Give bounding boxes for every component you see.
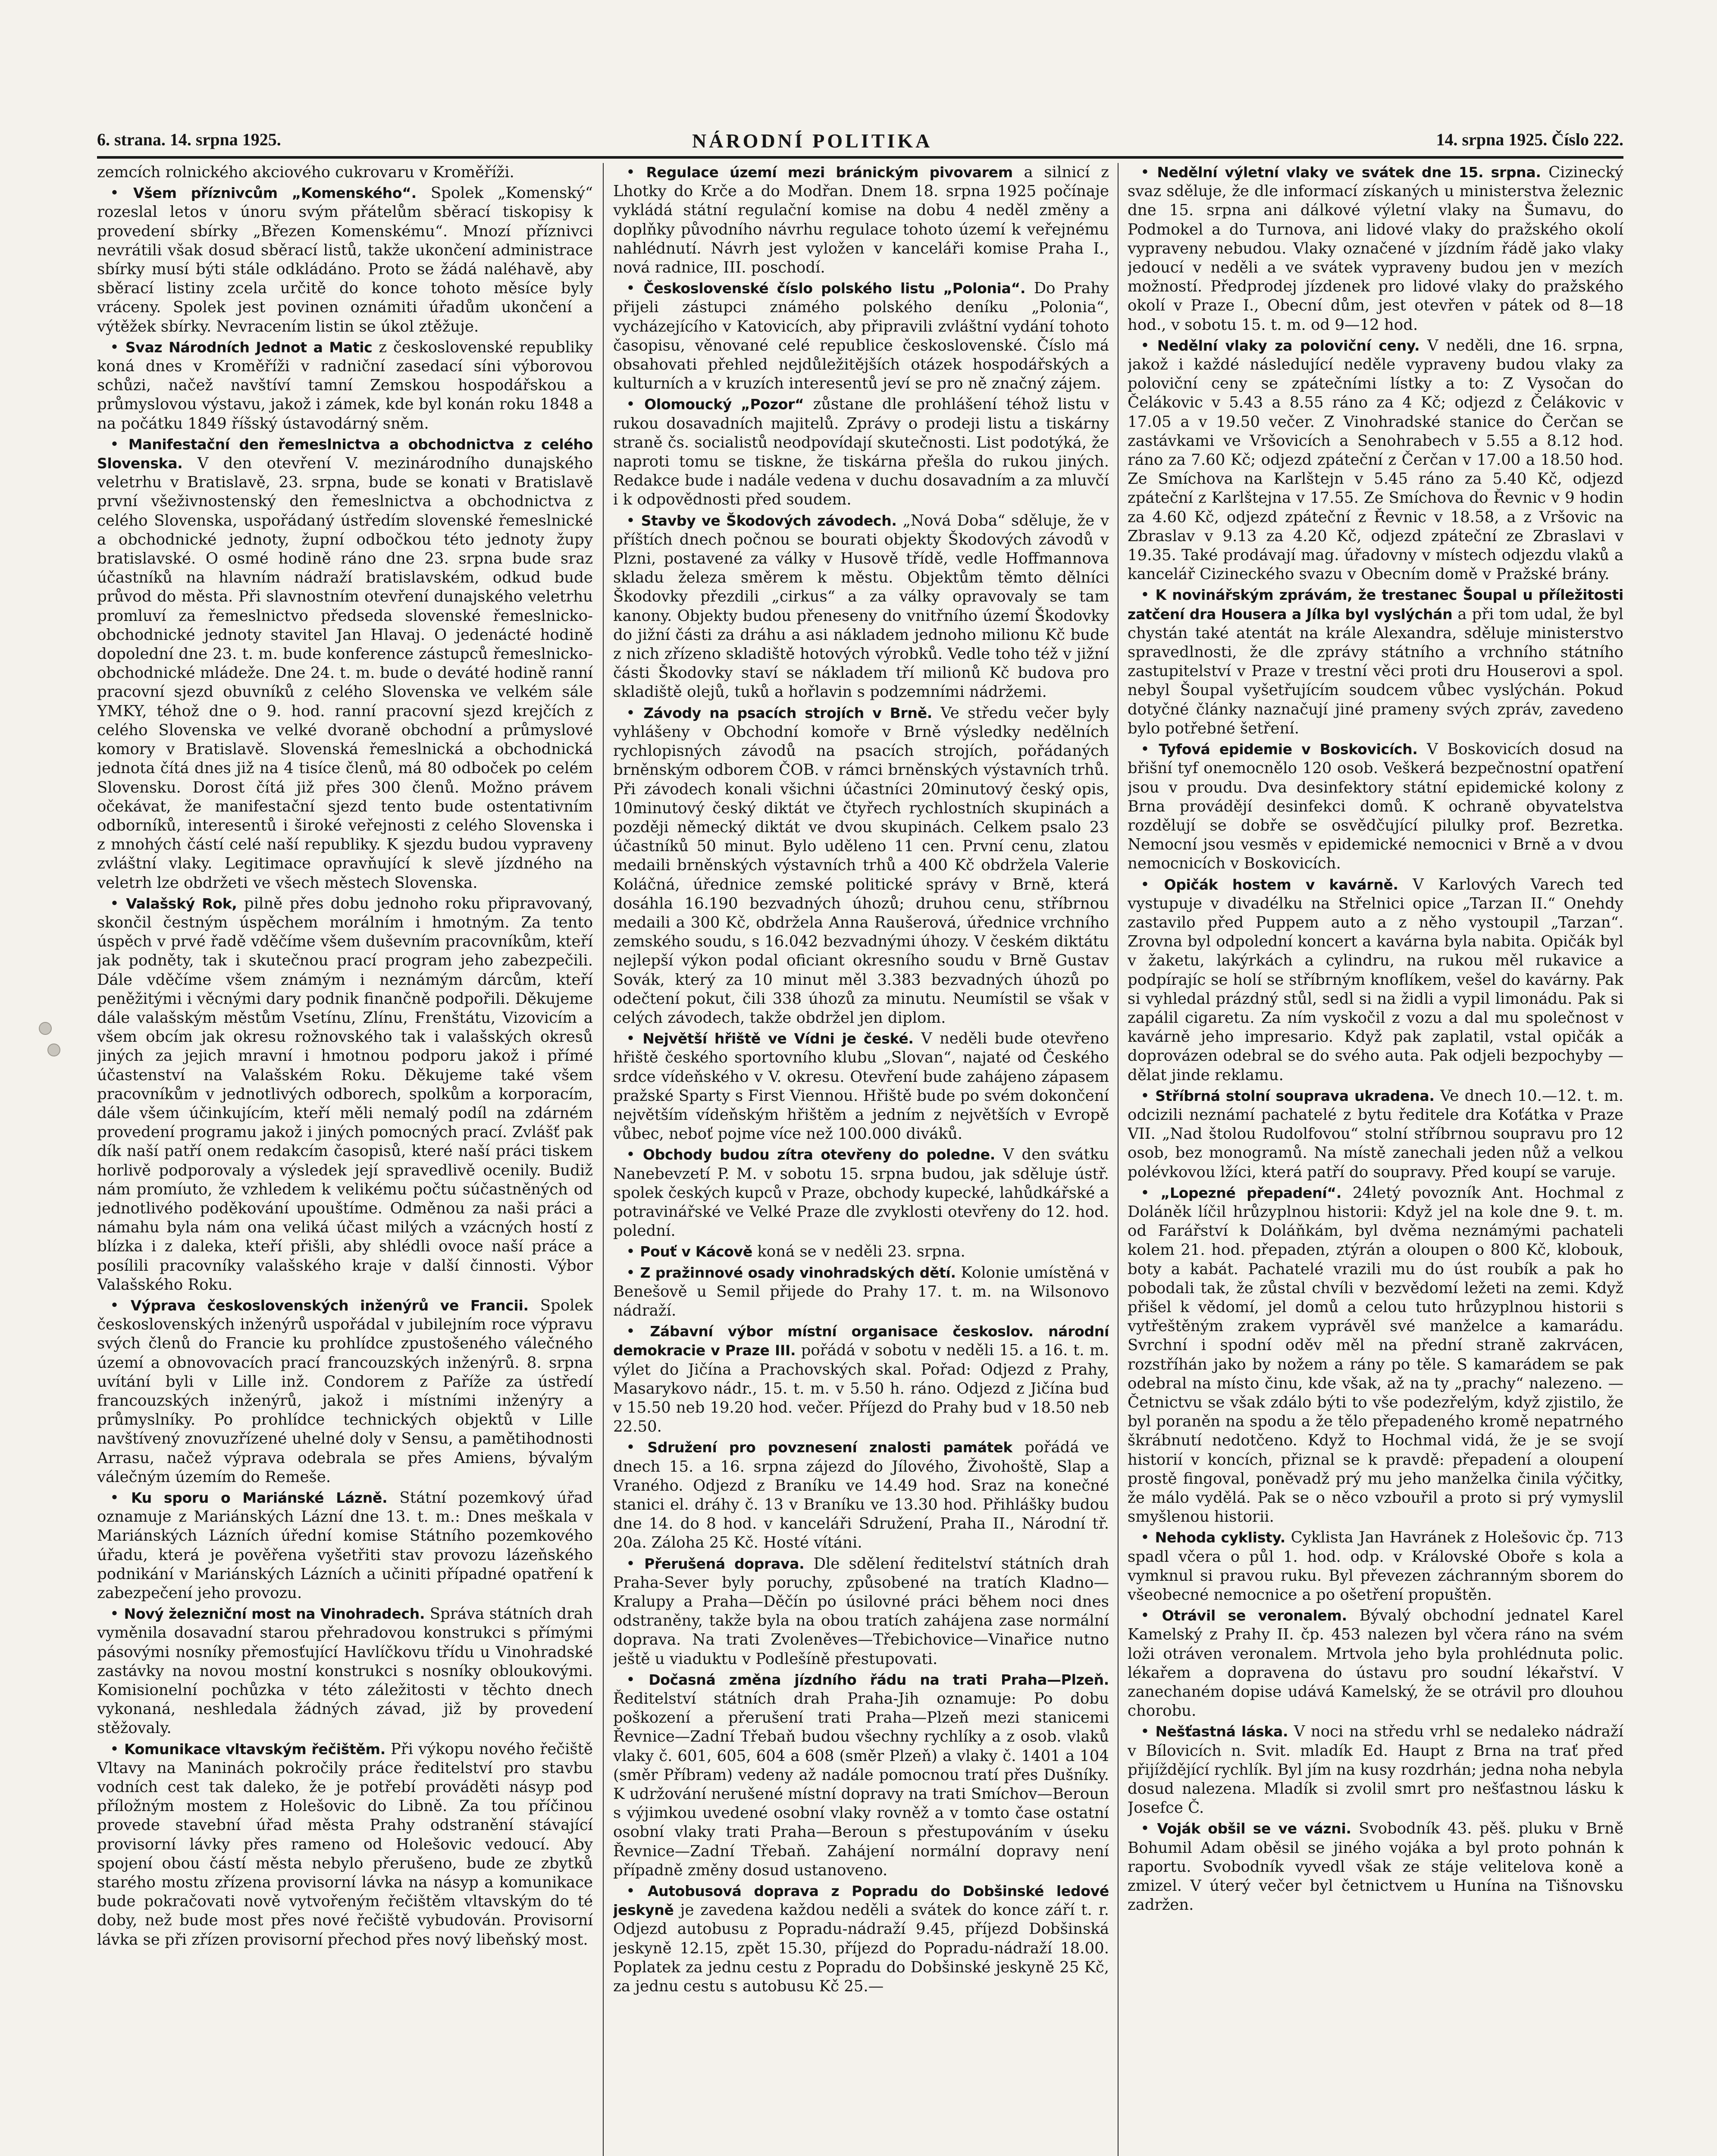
article-body: Ve středu večer byly vyhlášeny v Obchodní komoře v Brně výsledky nedělních rychlopisných závodů na psacích strojích, pořádaných brněnským odborem ČOB. v rámci brněnských výstavních trhů. Při závodech konali všichni účastníci 20minutový český opis, 10minutový český diktát ve čtyřech rychlostních skupinách a později německý diktát ve dvou skupinách. Celkem psalo 23 účastníků 50 minut. Bylo uděleno 11 cen. První cenu, zlatou medaili brněnských výstavních trhů a 400 Kč obdržela Valerie Koláčná, úřednice zemské politické správy v Brně, která dosáhla 16.190 bezvadných úhozů; druhou cenu, stříbrnou medaili a 300 Kč, obdržela Anna Raušerová, úřednice vrchního zemského soudu, s 16.042 bezvadnými úhozy. V českém diktátu nejlepší výkon podal oficiant okresního soudu v Brně Gustav Sovák, který za 10 minut měl 3.383 bezvadných úhozů po odečtení pokut, čili 338 úhozů za minutu. Neumístil se však v celých závodech, takže obdržel jen diplom. (613, 704, 1109, 1027)
article-headline: Nedělní výletní vlaky ve svátek dne 15. srpna. (1157, 164, 1541, 181)
article-body: V noci na středu vrhl se nedaleko nádraží v Bílovicích n. Svit. mladík Ed. Haupt z Brna na trať před přijíždějící rychlík. Byl jím na kusy rozdrhán; jedna noha nebyla dosud nalezena. Mladík si zvolil smrt pro nešťastnou lásku k Josefce Č. (1128, 1723, 1623, 1817)
article-headline: Otrávil se veronalem. (1162, 1607, 1347, 1624)
article: • Valašský Rok, pilně přes dobu jednoho roku připravovaný, skončil čestným úspěchem morálním i hmotným. Za tento úspěch v prvé řadě vděčíme všem duševním pracovníkům, kteří jak podněty, tak i skutečnou prací program jeho zabezpečili. Dále vděčíme všem známým i neznámým dárcům, kteří peněžitými i věcnými dary podnik finančně podpořili. Děkujeme dále valašským městům Vsetínu, Zlínu, Frenštátu, Vizovicím a všem obcím jak okresu rožnovského tak i valašských okresů jiných za jejich mravní i hmotnou podporu jakož i přímé účastenství na Valašském Roku. Děkujeme také všem pracovníkům v jednotlivých odborech, spolkům a korporacím, dále všem účinkujícím, kteří měli nemalý podíl na zdárném provedení programu jakož i jiných pomocných prací. Zvlášť pak dík naší patří onem redakcím časopisů, které naší práci tiskem horlivě podporovaly a výsledek její spravedlivě ocenily. Budiž nám promíuto, že vzhledem k velikému počtu súčastněných od jednotlivého poděkování upouštíme. Odměnou za naši práci a námahu byla nám ona veliká účast milých a vzácných hostí z blízka i z daleka, kteří přišli, aby shlédli ovoce naší práce a posílili pracovníky valašského kraje v další činnosti. Výbor Valašského Roku. (97, 894, 593, 1294)
article-body: Spolek československých inženýrů uspořádal v jubilejním roce výpravu svých členů do Francie ku prohlídce zpustošeného válečného území a obnovovacích prací francouzských inženýrů. 8. srpna uvítání byli v Lille inž. Condorem z Paříže za ústředí francouzských inženýrů, jakož i místními inženýry a průmyslníky. Po prohlídce technických objektů v Lille navštívený znovuzřízené uhelné doly v Sensu, a pamětihodnosti Arrasu, načež výprava odebrala se přes Amiens, bývalým válečným územím do Remeše. (97, 1296, 593, 1486)
article: • Stříbrná stolní souprava ukradena. Ve dnech 10.—12. t. m. odcizili neznámí pachatelé z bytu ředitele dra Koťátka v Praze VII. „Nad štolou Rudolfovou“ stolní stříbrnou soupravu pro 12 osob, bez monogramů. Na místě zanechali jeden nůž a velkou polévkovou lžíci, která patří do soupravy. Před koupí se varuje. (1128, 1087, 1623, 1181)
article: • Z pražinnové osady vinohradských dětí. Kolonie umístěná v Benešově u Semil přijede do Prahy 17. t. m. na Wilsonovo nádraží. (613, 1263, 1109, 1319)
article-body: zůstane dle prohlášení téhož listu v rukou dosavadních majitelů. Zprávy o prodeji listu a tiskárny straně čs. socialistů neodpovídají skutečnosti. List podotýká, že naproti tomu se tiskne, že tiskárna přešla do rukou jiných. Redakce bude i nadále vedena v duchu dosavadním a za mluvčí i k odpovědnosti před soudem. (613, 395, 1109, 509)
article-body: Ředitelství státních drah Praha-Jih oznamuje: Po dobu poškození a přerušení trati Praha—Plzeň mezi stanicemi Řevnice—Zadní Třebaň budou všechny rychlíky a z osob. vlaků vlaky č. 601, 605, 604 a 608 (směr Plzeň) a vlaky č. 1401 a 104 (směr Příbram) vedeny až nadále pomocnou tratí přes Dušníky. K udržování nerušené místní dopravy na trati Smíchov—Beroun s výjimkou uvedené osobní vlaky rovněž a v tomto čase ostatní osobní vlaky trati Praha—Beroun s přestupováním v úseku Řevnice—Zadní Třebaň. Zahájení normální dopravy není případně změny dosud ustanoveno. (613, 1690, 1109, 1879)
article-headline: Stříbrná stolní souprava ukradena. (1155, 1087, 1435, 1104)
article-headline: Tyfová epidemie v Boskovicích. (1159, 741, 1418, 758)
article-headline: Nedělní vlaky za poloviční ceny. (1157, 337, 1420, 354)
binding-punch-holes (34, 1018, 65, 1074)
article-headline: Sdružení pro povznesení znalosti památek (647, 1439, 1012, 1456)
header-page-date: 6. strana. 14. srpna 1925. (97, 130, 281, 149)
article-headline: Autobusová doprava z Popradu do Dobšinské ledové jeskyně (613, 1883, 1109, 1919)
article-body: V den svátku Nanebevzetí P. M. v sobotu 15. srpna budou, jak sděluje ústř. spolek českých kupců v Praze, obchody kupecké, lahůdkářské a potravinářské ve Velké Praze dle zvyklosti otevřeny do 12. hod. polední. (613, 1146, 1109, 1240)
article-body: pořádá v sobotu v neděli 15. a 16. t. m. výlet do Jičína a Prachovských skal. Pořad: Odjezd z Prahy, Masarykovo nádr., 15. t. m. v 5.50 h. ráno. Odjezd z Jičína bud v 15.50 neb 19.20 hod. večer. Příjezd do Prahy bud v 18.50 neb 22.50. (613, 1341, 1109, 1436)
article-headline: Všem příznivcům „Komenského“. (133, 185, 417, 202)
article: • Sdružení pro povznesení znalosti památek pořádá ve dnech 15. a 16. srpna zájezd do Jílového, Živohoště, Slap a Vraného. Odjezd z Braníku ve 14.49 hod. Sraz na konečné stanici el. dráhy č. 13 v Braníku ve 13.30 hod. Přihlášky budou dne 14. do 8 hod. v kanceláři Sdružení, Praha II., Národní tř. 20a. Záloha 25 Kč. Hosté vítáni. (613, 1438, 1109, 1552)
article: • Voják obšil se ve vázni. Svobodník 43. pěš. pluku v Brně Bohumil Adam oběsil se jiného vojáka a byl proto pohnán k raportu. Svobodník vyvedl však ze stáje velitelova koně a zmizel. V úterý večer byl četnictvem u Hunína na Tišnovsku zadržen. (1128, 1820, 1623, 1914)
article-body: 24letý povozník Ant. Hochmal z Doláněk líčil hrůzyplnou historii: Když jel na kole dne 9. t. m. od Farářství k Doláňkám, byl dvěma neznámými pachateli kolem 21. hod. přepaden, ztýrán a oloupen o 800 Kč, klobouk, boty a kabát. Pachatelé vrazili mu do úst roubík a pak ho pobodali tak, že zůstal chvíli v bezvědomí ležeti na zemi. Když přišel k vědomí, jel domů a celou tuto hrůzyplnou historii s vytřeštěným zrakem vyprávěl své manželce a kamarádu. Svrchní i spodní oděv měl na přední straně zakrvácen, rozstříhán jako by nožem a rány po těle. S kamarádem se pak odebral na místo činu, kde však, až na ty „prachy“ nalezeno. — Četnictvu se však zdálo býti to vše podezřelým, když zjistilo, že byl poraněn na spodu a že tělo přepadeného kromě nepatrného škrábnutí nedotčeno. Když to Hochmal vidá, že je se svojí historií v koncích, přiznal se k pravdě: přepadení a oloupení prostě fingoval, poněvadž prý mu jeho manželka činila výčitky, že málo vydělá. Pak se o něco vzbouřil a proto si prý vymyslil smyšlenou historii. (1128, 1184, 1623, 1526)
article-headline: Zábavní výbor místní organisace českoslov. národní demokracie v Praze III. (613, 1323, 1109, 1359)
article-body: Do Prahy přijeli zástupci známého polského deníku „Polonia“, vycházejícího v Katovicích, aby připravili zvláštní vydání tohoto časopisu, věnované celé republice československé. Číslo má obsahovati přehled nejdůležitějších otázek hospodářských a kulturních a v kruzích interesentů jeví se pro ně značný zájem. (613, 279, 1109, 393)
article: • Nový železniční most na Vinohradech. Správa státních drah vyměnila dosavadní starou přehradovou konstrukci s přímými pásovými nosníky přemosťující Havlíčkovu třídu u Vinohradské zastávky na novou mostní konstrukci s nosníky obloukovými. Komisionelní pochůzka v této záležitosti v těchto dnech vykonaná, neshledala žádných závad, již by provedení stěžovaly. (97, 1605, 593, 1737)
article-body: V Karlových Varech ted vystupuje v divadélku na Střelnici opice „Tarzan II.“ Onehdy zastavilo před Puppem auto a z něho vystoupil „Tarzan“. Zrovna byl odpolední koncert a kavárna byla nabita. Opičák byl v žaketu, lakýrkách a cylindru, na rukou měl rukavice a podpírajíc se holí se stříbrným knoflíkem, vešel do kavárny. Pak si vyhledal prázdný stůl, sedl si na židli a vypil limonádu. Pak si zapálil cigaretu. Za ním vyskočil z vozu a dal mu společnost v kavárně jeho impresario. Když pak zaplatil, vstal opičák a doprovázen odebral se do svého auta. Pak odjeli bezpochyby — dělat jinde reklamu. (1128, 875, 1623, 1084)
article: • Olomoucký „Pozor“ zůstane dle prohlášení téhož listu v rukou dosavadních majitelů. Zprávy o prodeji listu a tiskárny straně čs. socialistů neodpovídají skutečnosti. List podotýká, že naproti tomu se tiskne, že tiskárna přešla do rukou jiných. Redakce bude i nadále vedena v duchu dosavadním a za mluvčí i k odpovědnosti před soudem. (613, 395, 1109, 509)
article-body: z československé republiky koná dnes v Kroměříži v radniční zasedací síni výborovou schůzi, načež navštíví tamní Zemskou hospodářskou a průmyslovou výstavu, jakož i zámek, kde byl konán roku 1848 a na počátku 1849 říšský ústavodárný sněm. (97, 338, 593, 432)
article-headline: Regulace území mezi bránickým pivovarem (646, 164, 1013, 181)
column-divider (1118, 163, 1119, 2156)
article: • Tyfová epidemie v Boskovicích. V Boskovicích dosud na břišní tyf onemocnělo 120 osob. Veškerá bezpečnostní opatření jsou v proudu. Dva desinfektory státní epidemické kolony z Brna provádějí desinfekci domů. K ochraně obyvatelstva rozdělují se dobře se osvědčující pilulky prof. Bezretka. Nemocní jsou vesměs v epidemické nemocnici v Brně a v dvou nemocnicích v Boskovicích. (1128, 740, 1623, 873)
article-headline: Dočasná změna jízdního řádu na trati Praha—Plzeň. (649, 1671, 1109, 1688)
article: • Nedělní vlaky za poloviční ceny. V neděli, dne 16. srpna, jakož i každé následující neděle vypraveny budou vlaky za poloviční ceny se zpátečními lístky a to: Z Vysočan do Čelákovic v 5.43 a 8.55 ráno za 4 Kč; odjezd z Čelákovic v 17.05 a v 19.50 večer. Z Vinohradské stanice do Čerčan se zastávkami ve Vršovicích a Senohrabech v 5.55 a 8.12 hod. ráno za 7.60 Kč; odjezd zpáteční z Čerčan v 17.00 a 18.50 hod. Ze Smíchova na Karlštejn v 5.45 ráno za 5.40 Kč, odjezd zpáteční z Karlštejna v 17.55. Ze Smíchova do Řevnic v 9 hodin za 4.60 Kč, odjezd zpáteční z Řevnic v 18.58, a z Vršovic na Zbraslav v 9.13 za 4.20 Kč, odjezd zpáteční ze Zbraslavi v 19.35. Také prodávají mag. úřadovny v místech odjezdu vlaků a kancelář Cizineckého svazu v Obecním domě v Pražské brány. (1128, 336, 1623, 583)
article-headline: Obchody budou zítra otevřeny do poledne. (642, 1146, 995, 1163)
article-body: Cyklista Jan Havránek z Holešovic čp. 713 spadl včera o půl 1. hod. odp. v Královské Oboře s kola a vymknul si pravou ruku. Byl převezen záchranným sborem do všeobecné nemocnice a po ošetření propuštěn. (1128, 1529, 1623, 1604)
header-rule (97, 156, 1623, 159)
article-body: a při tom udal, že byl chystán také atentát na krále Alexandra, sděluje ministerstvo spravedlnosti, že dle zprávy státního a vrchního státního zastupitelství v Praze v trestní věci proti dru Houserovi a spol. nebyl Šoupal vyšetřujícím soudcem vůbec vyslýchán. Pokud dotyčné články naznačují jiné prameny svých zpráv, zavedeno bylo potřebné šetření. (1128, 605, 1623, 737)
article-headline: Pouť v Kácově (640, 1243, 752, 1260)
article: • Nešťastná láska. V noci na středu vrhl se nedaleko nádraží v Bílovicích n. Svit. mladík Ed. Haupt z Brna na trať před přijíždějící rychlík. Byl jím na kusy rozdrhán; jedna noha nebyla dosud nalezena. Mladík si zvolil smrt pro nešťastnou lásku k Josefce Č. (1128, 1723, 1623, 1817)
column-2 (613, 163, 1109, 2156)
article-headline: Přerušená doprava. (644, 1555, 805, 1572)
article: • Dočasná změna jízdního řádu na trati Praha—Plzeň. Ředitelství státních drah Praha-Jih oznamuje: Po dobu poškození a přerušení trati Praha—Plzeň mezi stanicemi Řevnice—Zadní Třebaň budou všechny rychlíky a z osob. vlaků vlaky č. 601, 605, 604 a 608 (směr Plzeň) a vlaky č. 1401 a 104 (směr Příbram) vedeny až nadále pomocnou tratí přes Dušníky. K udržování nerušené místní dopravy na trati Smíchov—Beroun s výjimkou uvedené osobní vlaky rovněž a v tomto čase ostatní osobní vlaky trati Praha—Beroun s přestupováním v úseku Řevnice—Zadní Třebaň. Zahájení normální dopravy není případně změny dosud ustanoveno. (613, 1670, 1109, 1879)
article-body: Svobodník 43. pěš. pluku v Brně Bohumil Adam oběsil se jiného vojáka a byl proto pohnán k raportu. Svobodník vyvedl však ze stáje velitelova koně a zmizel. V úterý večer byl četnictvem u Hunína na Tišnovsku zadržen. (1128, 1820, 1623, 1914)
article-headline: „Lopezné přepadení“. (1160, 1184, 1342, 1201)
article: • Svaz Národních Jednot a Matic z československé republiky koná dnes v Kroměříži v radniční zasedací síni výborovou schůzi, načež navštíví tamní Zemskou hospodářskou a průmyslovou výstavu, jakož i zámek, kde byl konán roku 1848 a na počátku 1849 říšský ústavodárný sněm. (97, 338, 593, 432)
article-body: Dle sdělení ředitelství státních drah Praha-Sever byly poruchy, způsobené na tratích Kladno—Kralupy a Praha—Děčín po úsilovné práci během noci dnes odstraněny, takže byla na obou tratích zahájena zase normální doprava. Na trati Zvoleněves—Třebichovice—Vinařice nutno ještě u viaduktu v Podlešíně přestupovati. (613, 1554, 1109, 1668)
article-headline: Olomoucký „Pozor“ (644, 396, 804, 413)
column-1 (97, 163, 593, 2156)
article: • Otrávil se veronalem. Bývalý obchodní jednatel Karel Kamelský z Prahy II. čp. 453 nalezen byl včera ráno na svém loži otráven veronalem. Mrtvola jeho byla prohlédnuta polic. lékařem a dopravena do ústavu pro soudní lékařství. V zanechaném dopise udává Kamelský, že se otrávil pro dlouhou chorobu. (1128, 1607, 1623, 1720)
article-body: V den otevření V. mezinárodního dunajského veletrhu v Bratislavě, 23. srpna, bude se konati v Bratislavě první všeživnostenský den řemeslnictva a obchodnictva z celého Slovenska, uspořádaný ústředím slovenské řemeslnické a obchodnické jednoty, župní odbočkou této jednoty župy bratislavské. O osmé hodině ráno dne 23. srpna bude sraz účastníků na hlavním nádraží bratislavském, odkud bude průvod do města. Při slavnostním otevření dunajského veletrhu promluví za řemeslnictvo předseda slovenské řemeslnicko-obchodnické jednoty stavitel Jan Hlavaj. O jedenácté hodině dopolední dne 23. t. m. bude konference zástupců řemeslnicko-obchodnické mládeže. Dne 24. t. m. bude o deváté hodině ranní pracovní sjezd obuvníků z celého Slovenska ve velkém sále YMKY, téhož dne o 9. hod. ranní pracovní sjezd krejčích z celého Slovenska ve velké dvoraně obchodní a průmyslové komory v Bratislavě. Slovenská řemeslnická a obchodnická jednota čítá dnes již na 4 tisíce členů, má 80 odboček po celém Slovensku. Dorost čítá již přes 300 členů. Možno právem očekávat, že manifestační sjezd tento bude ostentativním odborníků, interesentů i široké veřejnosti z celého Slovenska i z mnohých částí celé naší republiky. K sjezdu budou vypraveny zvláštní vlaky. Legitimace opravňující k slevě jízdného na veletrh lze obdržeti ve všech městech Slovenska. (97, 454, 593, 892)
article: • „Lopezné přepadení“. 24letý povozník Ant. Hochmal z Doláněk líčil hrůzyplnou historii: Když jel na kole dne 9. t. m. od Farářství k Doláňkám, byl dvěma neznámými pachateli kolem 21. hod. přepaden, ztýrán a oloupen o 800 Kč, klobouk, boty a kabát. Pachatelé vrazili mu do úst roubík a pak ho pobodali tak, že zůstal chvíli v bezvědomí ležeti na zemi. Když přišel k vědomí, jel domů a celou tuto hrůzyplnou historii s vytřeštěným zrakem vyprávěl své manželce a kamarádu. Svrchní i spodní oděv měl na přední straně zakrvácen, rozstříhán jako by nožem a rány po těle. S kamarádem se pak odebral na místo činu, kde však, až na ty „prachy“ nalezeno. — Četnictvu se však zdálo býti to vše podezřelým, když zjistilo, že byl poraněn na spodu a že tělo přepadeného kromě nepatrného škrábnutí nedotčeno. Když to Hochmal vidá, že je se svojí historií v koncích, přiznal se k pravdě: přepadení a oloupení prostě fingoval, poněvadž prý mu jeho manželka činila výčitky, že málo vydělá. Pak se o něco vzbouřil a proto si prý vymyslil smyšlenou historii. (1128, 1184, 1623, 1526)
article-headline: K novinářským zprávám, že trestanec Šoupal u příležitosti zatčení dra Housera a Jílka byl vyslýchán (1128, 586, 1623, 623)
masthead-title: NÁRODNÍ POLITIKA (692, 130, 933, 152)
article: • Výprava československých inženýrů ve Francii. Spolek československých inženýrů uspořádal v jubilejním roce výpravu svých členů do Francie ku prohlídce zpustošeného válečného území a obnovovacích prací francouzských inženýrů. 8. srpna uvítání byli v Lille inž. Condorem z Paříže za ústředí francouzských inženýrů, jakož i místními inženýry a průmyslníky. Po prohlídce technických objektů v Lille navštívený znovuzřízené uhelné doly v Sensu, a pamětihodnosti Arrasu, načež výprava odebrala se přes Amiens, bývalým válečným územím do Remeše. (97, 1296, 593, 1486)
article-body: Ve dnech 10.—12. t. m. odcizili neznámí pachatelé z bytu ředitele dra Koťátka v Praze VII. „Nad štolou Rudolfovou“ stolní stříbrnou soupravu pro 12 osob, bez monogramů. Na místě zanechali jeden nůž a velkou polévkovou lžíci, která patří do soupravy. Před koupí se varuje. (1128, 1087, 1623, 1181)
article: • Obchody budou zítra otevřeny do poledne. V den svátku Nanebevzetí P. M. v sobotu 15. srpna budou, jak sděluje ústř. spolek českých kupců v Praze, obchody kupecké, lahůdkářské a potravinářské ve Velké Praze dle zvyklosti otevřeny do 12. hod. polední. (613, 1146, 1109, 1240)
article-body: Bývalý obchodní jednatel Karel Kamelský z Prahy II. čp. 453 nalezen byl včera ráno na svém loži otráven veronalem. Mrtvola jeho byla prohlédnuta polic. lékařem a dopravena do ústavu pro soudní lékařství. V zanechaném dopise udává Kamelský, že se otrávil pro dlouhou chorobu. (1128, 1607, 1623, 1720)
article: • Opičák hostem v kavárně. V Karlových Varech ted vystupuje v divadélku na Střelnici opice „Tarzan II.“ Onehdy zastavilo před Puppem auto a z něho vystoupil „Tarzan“. Zrovna byl odpolední koncert a kavárna byla nabita. Opičák byl v žaketu, lakýrkách a cylindru, na rukou měl rukavice a podpírajíc se holí se stříbrným knoflíkem, vešel do kavárny. Pak si vyhledal prázdný stůl, sedl si na židli a vypil limonádu. Pak si zapálil cigaretu. Za ním vyskočil z vozu a dal mu společnost v kavárně jeho impresario. Když pak zaplatil, vstal opičák a doprovázen odebral se do svého auta. Pak odjeli bezpochyby — dělat jinde reklamu. (1128, 875, 1623, 1084)
article: • Závody na psacích strojích v Brně. Ve středu večer byly vyhlášeny v Obchodní komoře v Brně výsledky nedělních rychlopisných závodů na psacích strojích, pořádaných brněnským odborem ČOB. v rámci brněnských výstavních trhů. Při závodech konali všichni účastníci 20minutový český opis, 10minutový český diktát ve čtyřech rychlostních skupinách a později německý diktát ve dvou skupinách. Celkem psalo 23 účastníků 50 minut. Bylo uděleno 11 cen. První cenu, zlatou medaili brněnských výstavních trhů a 400 Kč obdržela Valerie Koláčná, úřednice zemské politické správy v Brně, která dosáhla 16.190 bezvadných úhozů; druhou cenu, stříbrnou medaili a 300 Kč, obdržela Anna Raušerová, úřednice vrchního zemského soudu, s 16.042 bezvadnými úhozy. V českém diktátu nejlepší výkon podal oficiant okresního soudu v Brně Gustav Sovák, který za 10 minut měl 3.383 bezvadných úhozů po odečtení pokut, čili 338 úhozů za minutu. Neumístil se však v celých závodech, takže obdržel jen diplom. (613, 704, 1109, 1027)
article: • Zábavní výbor místní organisace českoslov. národní demokracie v Praze III. pořádá v sobotu v neděli 15. a 16. t. m. výlet do Jičína a Prachovských skal. Pořad: Odjezd z Prahy, Masarykovo nádr., 15. t. m. v 5.50 h. ráno. Odjezd z Jičína bud v 15.50 neb 19.20 hod. večer. Příjezd do Prahy bud v 18.50 neb 22.50. (613, 1322, 1109, 1436)
article-body: V Boskovicích dosud na břišní tyf onemocnělo 120 osob. Veškerá bezpečnostní opatření jsou v proudu. Dva desinfektory státní epidemické kolony z Brna provádějí desinfekci domů. K ochraně obyvatelstva rozdělují se dobře se osvědčující pilulky prof. Bezretka. Nemocní jsou vesměs v epidemické nemocnici v Brně a v dvou nemocnicích v Boskovicích. (1128, 740, 1623, 873)
header-issue-number: 14. srpna 1925. Číslo 222. (1436, 130, 1623, 149)
page-header (97, 129, 1623, 160)
article-body: je zavedena každou neděli a svátek do konce září t. r. Odjezd autobusu z Popradu-nádraží 9.45, příjezd Dobšinská jeskyně 12.15, zpět 15.30, příjezd do Popradu-nádraží 18.00. Poplatek za jednu cestu z Popradu do Dobšinské jeskyně 25 Kč, za jednu cestu s autobusu Kč 25.— (613, 1901, 1109, 1996)
article: • Ku sporu o Mariánské Lázně. Státní pozemkový úřad oznamuje z Mariánských Lázní dne 13. t. m.: Dnes meškala v Mariánských Lázních úřední komise Státního pozemkového úřadu, která je pověřena vyšetřiti stav provozu lázeňského podnikání v Mariánských Lázních a učiniti případné opatření k zabezpečení jeho provozu. (97, 1489, 593, 1602)
article-body: koná se v neděli 23. srpna. (757, 1243, 965, 1261)
article-headline: Manifestační den řemeslnictva a obchodnictva z celého Slovenska. (97, 436, 593, 472)
article-headline: Největší hřiště ve Vídni je české. (642, 1030, 914, 1047)
article-body: Správa státních drah vyměnila dosavadní starou přehradovou konstrukci s přímými pásovými nosníky přemosťující Havlíčkovu třídu u Vinohradské zastávky na novou mostní konstrukci s nosníky obloukovými. Komisionelní pochůzka v této záležitosti v těchto dnech vykonaná, neshledala žádných závad, již by provedení stěžovaly. (97, 1605, 593, 1737)
article-body: Státní pozemkový úřad oznamuje z Mariánských Lázní dne 13. t. m.: Dnes meškala v Mariánských Lázních úřední komise Státního pozemkového úřadu, která je pověřena vyšetřiti stav provozu lázeňského podnikání v Mariánských Lázních a učiniti případné opatření k zabezpečení jeho provozu. (97, 1489, 593, 1602)
article-headline: Nešťastná láska. (1155, 1723, 1288, 1740)
article-body: V neděli bude otevřeno hřiště českého sportovního klubu „Slovan“, najaté od Českého srdce vídeňského v V. okresu. Otevření bude zahájeno zápasem pražské Sparty s First Viennou. Hřiště bude po svém dokončení největším vídeňským hřištěm a jedním z největších v Evropě vůbec, neboť pojme více než 100.000 diváků. (613, 1030, 1109, 1143)
article-body: pořádá ve dnech 15. a 16. srpna zájezd do Jílového, Živohoště, Slap a Vraného. Odjezd z Braníku ve 14.49 hod. Sraz na konečné stanici el. dráhy č. 13 v Braníku ve 13.30 hod. Přihlášky budou dne 14. do 8 hod. v kanceláři Sdružení, Praha II., Národní tř. 20a. Záloha 25 Kč. Hosté vítáni. (613, 1438, 1109, 1552)
article: • Nedělní výletní vlaky ve svátek dne 15. srpna. Cizinecký svaz sděluje, že dle informací získaných u ministerstva železnic dne 15. srpna ani dálkové výletní vlaky na Šumavu, do Podmokel a do Turnova, ani lidové vlaky do pražského okolí vypraveny nebudou. Vlaky označené v jízdním řádě jako vlaky jedoucí v neděli a ve svátek vypraveny budou jen v mezích možností. Předprodej jízdenek pro lidové vlaky do pražského okolí v Praze I., Obecní dům, jest otevřen v pátek od 8—18 hod., v sobotu 15. t. m. od 9—12 hod. (1128, 163, 1623, 334)
article-headline: Výprava československých inženýrů ve Francii. (130, 1297, 529, 1314)
article-body: pilně přes dobu jednoho roku připravovaný, skončil čestným úspěchem morálním i hmotným. Za tento úspěch v prvé řadě vděčíme všem duševním pracovníkům, kteří jak podněty, tak i skutečnou prací program jeho zabezpečili. Dále vděčíme všem známým i neznámým dárcům, kteří peněžitými i věcnými dary podnik finančně podpořili. Děkujeme dále valašským městům Vsetínu, Zlínu, Frenštátu, Vizovicím a všem obcím jak okresu rožnovského tak i valašských okresů jiných za jejich mravní i hmotnou podporu jakož i přímé účastenství na Valašském Roku. Děkujeme také všem pracovníkům v jednotlivých odborech, spolkům a korporacím, dále všem účinkujícím, kteří měli nemalý podíl na zdárném provedení programu jakož i jiných pomocných prací. Zvlášť pak dík naší patří onem redakcím časopisů, které naší práci tiskem horlivě podporovaly a výsledek její spravedlivě ocenily. Budiž nám promíuto, že vzhledem k velikému počtu súčastněných od jednotlivého poděkování upouštíme. Odměnou za naši práci a námahu byla nám ona veliká účast milých a vzácných hostí z blízka i z daleka, kteří přišli, aby shlédli ovoce naší práce a posílili pracovníky valašského kraje v další činnosti. Výbor Valašského Roku. (97, 894, 593, 1294)
article-body: Cizinecký svaz sděluje, že dle informací získaných u ministerstva železnic dne 15. srpna ani dálkové výletní vlaky na Šumavu, do Podmokel a do Turnova, ani lidové vlaky do pražského okolí vypraveny nebudou. Vlaky označené v jízdním řádě jako vlaky jedoucí v neděli a ve svátek vypraveny budou jen v mezích možností. Předprodej jízdenek pro lidové vlaky do pražského okolí v Praze I., Obecní dům, jest otevřen v pátek od 8—18 hod., v sobotu 15. t. m. od 9—12 hod. (1128, 163, 1623, 334)
article-headline: Komunikace vltavským řečištěm. (124, 1740, 385, 1758)
article: • Autobusová doprava z Popradu do Dobšinské ledové jeskyně je zavedena každou neděli a svátek do konce září t. r. Odjezd autobusu z Popradu-nádraží 9.45, příjezd Dobšinská jeskyně 12.15, zpět 15.30, příjezd do Popradu-nádraží 18.00. Poplatek za jednu cestu z Popradu do Dobšinské jeskyně 25 Kč, za jednu cestu s autobusu Kč 25.— (613, 1882, 1109, 1996)
column-divider (603, 163, 604, 2156)
article-headline: Opičák hostem v kavárně. (1164, 876, 1398, 893)
article-headline: Závody na psacích strojích v Brně. (643, 704, 933, 721)
article: • Komunikace vltavským řečištěm. Při výkopu nového řečiště Vltavy na Maninách pokročily práce ředitelství pro stavbu vodních cest tak daleko, že je potřebí prováděti násyp pod příložným mostem z Holešovic do Libně. Za tou příčinou provede stavební úřad města Prahy odstranění stávající provisorní lávky přes rameno od Holešovic vedoucí. Aby spojení obou částí města nebylo přerušeno, bude ze zbytků starého mostu zřízena provisorní lávka na násyp a komunikace bude pokračovati nově vytvořeným řečištěm vltavským do té doby, než bude most přes nové řečiště vybudován. Provisorní lávka se při zřízen provisorní přechod přes nový libeňský most. (97, 1740, 593, 1949)
article: • Stavby ve Škodových závodech. „Nová Doba“ sděluje, že v příštích dnech počnou se bourati objekty Škodových závodů v Plzni, postavené za války v Husově třídě, vedle Hoffmannova skladu železa směrem k městu. Objektům těmto dělníci Škodovky přezdili „cirkus“ a za války opravovaly se tam kanony. Objekty budou přeneseny do vnitřního území Škodovky do jižní části za dráhu a asi nákladem jednoho milionu Kč bude z nich zřízeno skladiště hotových výrobků. Vedle toho též v jižní části Škodovky staví se nákladem tří milionů Kč budova pro skladiště olejů, tuků a hořlavin s podzemními nádržemi. (613, 511, 1109, 701)
article: • Největší hřiště ve Vídni je české. V neděli bude otevřeno hřiště českého sportovního klubu „Slovan“, najaté od Českého srdce vídeňského v V. okresu. Otevření bude zahájeno zápasem pražské Sparty s First Viennou. Hřiště bude po svém dokončení největším vídeňským hřištěm a jedním z největších v Evropě vůbec, neboť pojme více než 100.000 diváků. (613, 1030, 1109, 1143)
article: • Přerušená doprava. Dle sdělení ředitelství státních drah Praha-Sever byly poruchy, způsobené na tratích Kladno—Kralupy a Praha—Děčín po úsilovné práci během noci dnes odstraněny, takže byla na obou tratích zahájena zase normální doprava. Na trati Zvoleněves—Třebichovice—Vinařice nutno ještě u viaduktu v Podlešíně přestupovati. (613, 1554, 1109, 1668)
article-body: „Nová Doba“ sděluje, že v příštích dnech počnou se bourati objekty Škodových závodů v Plzni, postavené za války v Husově třídě, vedle Hoffmannova skladu železa směrem k městu. Objektům těmto dělníci Škodovky přezdili „cirkus“ a za války opravovaly se tam kanony. Objekty budou přeneseny do vnitřního území Škodovky do jižní části za dráhu a asi nákladem jednoho milionu Kč bude z nich zřízeno skladiště hotových výrobků. Vedle toho též v jižní části Škodovky staví se nákladem tří milionů Kč budova pro skladiště olejů, tuků a hořlavin s podzemními nádržemi. (613, 511, 1109, 701)
article (97, 163, 593, 182)
article: • Československé číslo polského listu „Polonia“. Do Prahy přijeli zástupci známého polského deníku „Polonia“, vycházejícího v Katovicích, aby připravili zvláštní vydání tohoto časopisu, věnované celé republice československé. Číslo má obsahovati přehled nejdůležitějších otázek hospodářských a kulturních a v kruzích interesentů jeví se pro ně značný zájem. (613, 279, 1109, 393)
article: • Pouť v Kácově koná se v neděli 23. srpna. (626, 1243, 965, 1261)
article-body: V neděli, dne 16. srpna, jakož i každé následující neděle vypraveny budou vlaky za poloviční ceny se zpátečními lístky a to: Z Vysočan do Čelákovic v 5.43 a 8.55 ráno za 4 Kč; odjezd z Čelákovic v 17.05 a v 19.50 večer. Z Vinohradské stanice do Čerčan se zastávkami ve Vršovicích a Senohrabech v 5.55 a 8.12 hod. ráno za 7.60 Kč; odjezd zpáteční z Čerčan v 17.00 a 18.50 hod. Ze Smíchova na Karlštejn v 5.45 ráno za 5.40 Kč, odjezd zpáteční z Karlštejna v 17.55. Ze Smíchova do Řevnic v 9 hodin za 4.60 Kč, odjezd zpáteční z Řevnic v 18.58, a z Vršovic na Zbraslav v 9.13 za 4.20 Kč, odjezd zpáteční ze Zbraslavi v 19.35. Také prodávají mag. úřadovny v místech odjezdu vlaků a kancelář Cizineckého svazu v Obecním domě v Pražské brány. (1128, 336, 1623, 583)
article-headline: Valašský Rok, (126, 895, 237, 912)
article-headline: Československé číslo polského listu „Polonia“. (643, 280, 1026, 297)
article: • K novinářským zprávám, že trestanec Šoupal u příležitosti zatčení dra Housera a Jílka byl vyslýchán a při tom udal, že byl chystán také atentát na krále Alexandra, sděluje ministerstvo spravedlnosti, že dle zprávy státního a vrchního státního zastupitelství v Praze v trestní věci proti dru Houserovi a spol. nebyl Šoupal vyšetřujícím soudcem vůbec vyslýchán. Pokud dotyčné články naznačují jiné prameny svých zpráv, zavedeno bylo potřebné šetření. (1128, 586, 1623, 737)
article: • Regulace území mezi bránickým pivovarem a silnicí z Lhotky do Krče a do Modřan. Dnem 18. srpna 1925 počínaje vykládá státní regulační komise na dobu 4 neděl změny a doplňky původního návrhu regulace tohoto území k veřejnému nahlédnutí. Návrh jest vyložen v kanceláři komise Praha I., nová radnice, III. poschodí. (613, 163, 1109, 277)
article-body: Při výkopu nového řečiště Vltavy na Maninách pokročily práce ředitelství pro stavbu vodních cest tak daleko, že je potřebí prováděti násyp pod příložným mostem z Holešovic do Libně. Za tou příčinou provede stavební úřad města Prahy odstranění stávající provisorní lávky přes rameno od Holešovic vedoucí. Aby spojení obou částí města nebylo přerušeno, bude ze zbytků starého mostu zřízena provisorní lávka na násyp a komunikace bude pokračovati nově vytvořeným řečištěm vltavským do té doby, než bude most přes nové řečiště vybudován. Provisorní lávka se při zřízen provisorní přechod přes nový libeňský most. (97, 1740, 593, 1949)
article-headline: Z pražinnové osady vinohradských dětí. (640, 1264, 956, 1281)
article: • Nehoda cyklisty. Cyklista Jan Havránek z Holešovic čp. 713 spadl včera o půl 1. hod. odp. v Královské Oboře s kola a vymknul si pravou ruku. Byl převezen záchranným sborem do všeobecné nemocnice a po ošetření propuštěn. (1128, 1529, 1623, 1604)
article-headline: Stavby ve Škodových závodech. (641, 512, 897, 529)
article-headline: Nový železniční most na Vinohradech. (124, 1605, 425, 1623)
article-headline: Ku sporu o Mariánské Lázně. (131, 1489, 388, 1507)
article-headline: Nehoda cyklisty. (1155, 1529, 1285, 1546)
article-body: Kolonie umístěná v Benešově u Semil přijede do Prahy 17. t. m. na Wilsonovo nádraží. (613, 1263, 1109, 1319)
article: • Všem příznivcům „Komenského“. Spolek „Komenský“ rozeslal letos v únoru svým přátelům sběrací tiskopisy k provedení sbírky „Březen Komenskému“. Mnozí příznivci nevrátili však dosud sběrací listů, takže ukončení administrace sbírky musí býti stále odkládáno. Proto se žádá naléhavě, aby sběrací listiny zcela určitě do konce tohoto měsíce byly vráceny. Spolek jest povinen oznámiti úřadům ukončení a výtěžek sbírky. Nevracením listin se úkol ztěžuje. (97, 184, 593, 335)
article-headline: Svaz Národních Jednot a Matic (125, 338, 373, 356)
article-body: Spolek „Komenský“ rozeslal letos v únoru svým přátelům sběrací tiskopisy k provedení sbírky „Březen Komenskému“. Mnozí příznivci nevrátili však dosud sběrací listů, takže ukončení administrace sbírky musí býti stále odkládáno. Proto se žádá naléhavě, aby sběrací listiny zcela určitě do konce tohoto měsíce byly vráceny. Spolek jest povinen oznámiti úřadům ukončení a výtěžek sbírky. Nevracením listin se úkol ztěžuje. (97, 184, 593, 335)
article-headline: Voják obšil se ve vázni. (1157, 1820, 1351, 1837)
article: • Manifestační den řemeslnictva a obchodnictva z celého Slovenska. V den otevření V. mezinárodního dunajského veletrhu v Bratislavě, 23. srpna, bude se konati v Bratislavě první všeživnostenský den řemeslnictva a obchodnictva z celého Slovenska, uspořádaný ústředím slovenské řemeslnické a obchodnické jednoty, župní odbočkou této jednoty župy bratislavské. O osmé hodině ráno dne 23. srpna bude sraz účastníků na hlavním nádraží bratislavském, odkud bude průvod do města. Při slavnostním otevření dunajského veletrhu promluví za řemeslnictvo předseda slovenské řemeslnicko-obchodnické jednoty stavitel Jan Hlavaj. O jedenácté hodině dopolední dne 23. t. m. bude konference zástupců řemeslnicko-obchodnické mládeže. Dne 24. t. m. bude o deváté hodině ranní pracovní sjezd obuvníků z celého Slovenska ve velkém sále YMKY, téhož dne o 9. hod. ranní pracovní sjezd krejčích z celého Slovenska ve velké dvoraně obchodní a průmyslové komory v Bratislavě. Slovenská řemeslnická a obchodnická jednota čítá dnes již na 4 tisíce členů, má 80 odboček po celém Slovensku. Dorost čítá již přes 300 členů. Možno právem očekávat, že manifestační sjezd tento bude ostentativním odborníků, interesentů i široké veřejnosti z celého Slovenska i z mnohých částí celé naší republiky. K sjezdu budou vypraveny zvláštní vlaky. Legitimace opravňující k slevě jízdného na veletrh lze obdržeti ve všech městech Slovenska. (97, 435, 593, 892)
column-3 (1128, 163, 1623, 2156)
article-body: zemcích rolnického akciového cukrovaru v Kroměříži. (97, 163, 514, 181)
article-body: a silnicí z Lhotky do Krče a do Modřan. Dnem 18. srpna 1925 počínaje vykládá státní regulační komise na dobu 4 neděl změny a doplňky původního návrhu regulace tohoto území k veřejnému nahlédnutí. Návrh jest vyložen v kanceláři komise Praha I., nová radnice, III. poschodí. (613, 163, 1109, 277)
